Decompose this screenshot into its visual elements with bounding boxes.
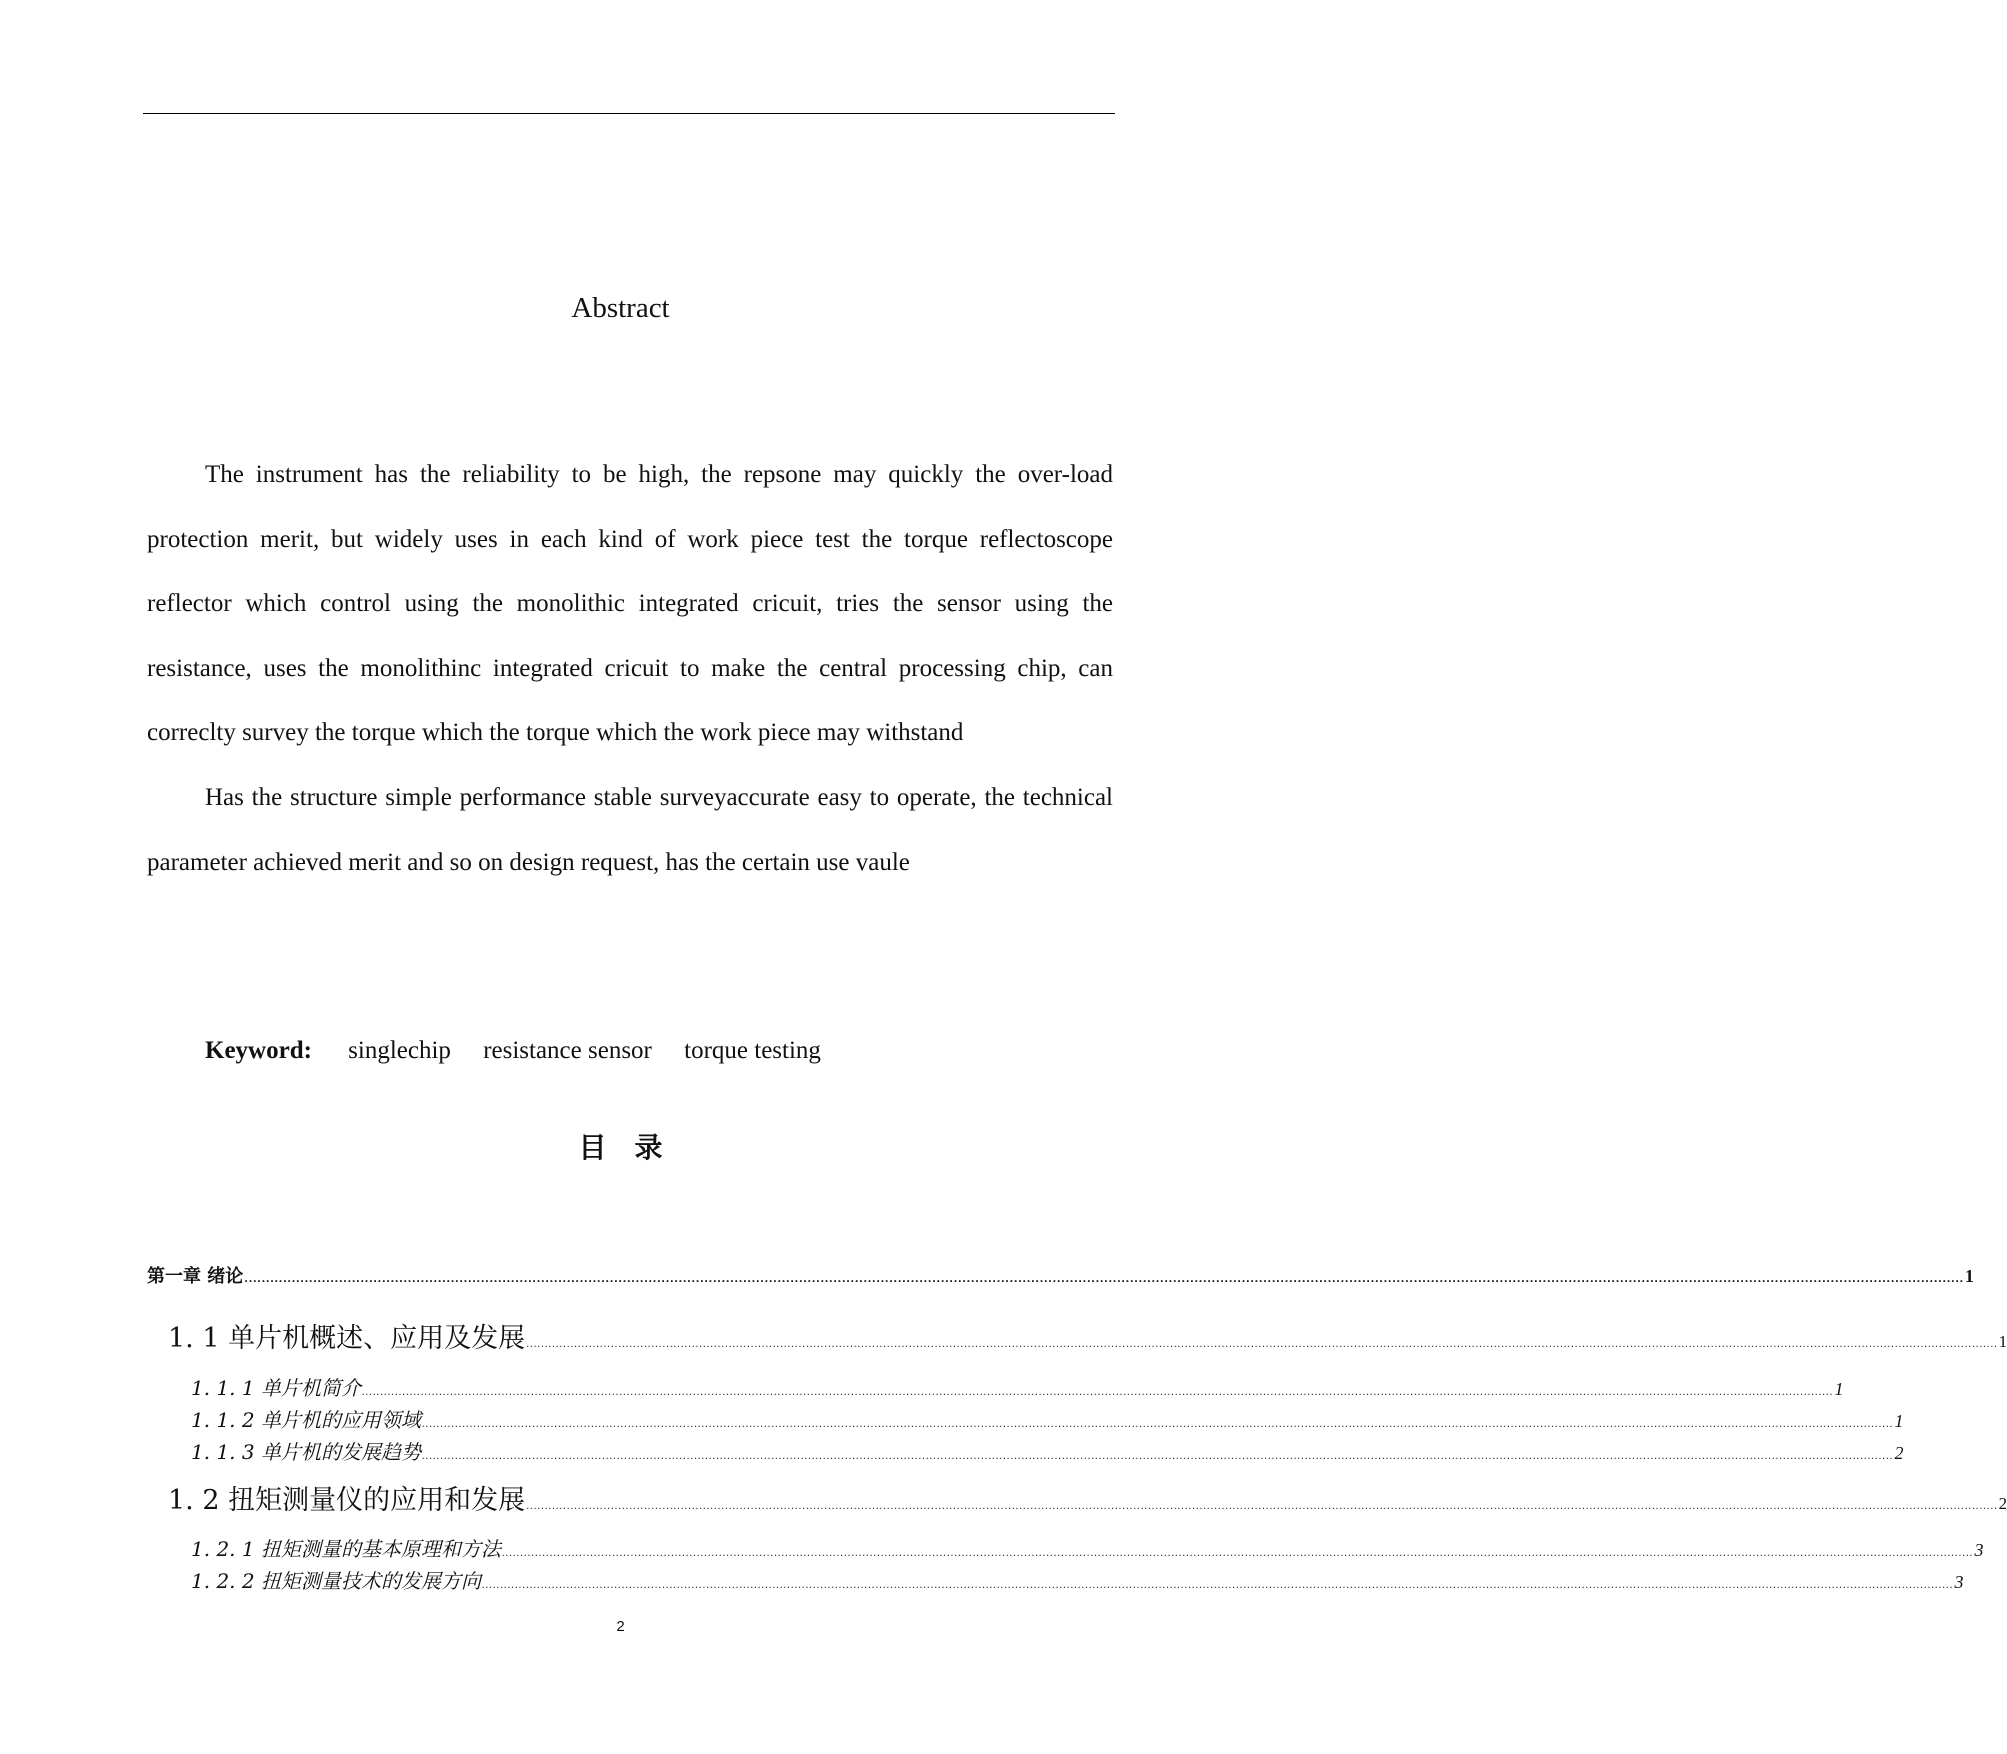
toc-entry-page: 1 xyxy=(1998,1332,2007,1351)
toc-entry-page: 1 xyxy=(1964,1266,1974,1286)
keyword-term: torque testing xyxy=(684,1037,821,1064)
keywords-label: Keyword: xyxy=(205,1037,312,1064)
toc-entry-label: 1. 1. 2 单片机的应用领域 xyxy=(191,1408,421,1432)
toc-leader-dots: ................................................................................................................................................................................................................................................................................................................................................................................................................ xyxy=(244,1274,1964,1285)
keywords-line xyxy=(205,1036,847,1066)
toc-entry-page: 2 xyxy=(1998,1494,2007,1513)
toc-leader-dots: ................................................................................................................................................................................................................................................................................................................................................................................................................ xyxy=(421,1419,1894,1430)
toc-entry[interactable] xyxy=(168,1316,2007,1355)
toc-leader-dots: ................................................................................................................................................................................................................................................................................................................................................................................................................ xyxy=(501,1548,1974,1559)
toc-title: 目录 xyxy=(578,1131,691,1164)
header-rule xyxy=(143,113,1115,114)
keyword-term: singlechip xyxy=(348,1037,451,1064)
toc-entry-label: 1. 2 扭矩测量仪的应用和发展 xyxy=(168,1485,526,1516)
toc-entry-label: 第一章 绪论 xyxy=(147,1266,244,1287)
toc-entry[interactable] xyxy=(191,1533,1984,1562)
toc-leader-dots: ................................................................................................................................................................................................................................................................................................................................................................................................................ xyxy=(526,1501,1998,1512)
toc-leader-dots: ................................................................................................................................................................................................................................................................................................................................................................................................................ xyxy=(361,1387,1834,1398)
toc-entry-label: 1. 2. 1 扭矩测量的基本原理和方法 xyxy=(191,1537,501,1561)
toc-entry-label: 1. 1 单片机概述、应用及发展 xyxy=(168,1323,526,1354)
toc-entry[interactable] xyxy=(191,1565,1964,1594)
toc-entry-page: 1 xyxy=(1834,1379,1844,1399)
abstract-title: Abstract xyxy=(571,292,670,324)
toc-entry[interactable] xyxy=(168,1478,2007,1517)
abstract-paragraph-2: Has the structure simple performance stable surveyaccurate easy to operate, the technical parameter achieved merit and so on design request, has the certain use vaule xyxy=(147,783,1113,876)
toc-entry[interactable] xyxy=(147,1262,1974,1288)
toc-entry-page: 3 xyxy=(1974,1540,1984,1560)
toc-entry-label: 1. 2. 2 扭矩测量技术的发展方向 xyxy=(191,1569,481,1593)
toc-entry-label: 1. 1. 1 单片机简介 xyxy=(191,1376,361,1400)
toc-entry-page: 3 xyxy=(1954,1572,1964,1592)
toc-entry[interactable] xyxy=(191,1404,1904,1433)
toc-entry[interactable] xyxy=(191,1372,1844,1401)
toc-entry-page: 1 xyxy=(1894,1411,1904,1431)
toc-entry-label: 1. 1. 3 单片机的发展趋势 xyxy=(191,1440,421,1464)
toc-entry-page: 2 xyxy=(1894,1443,1904,1463)
toc-entry[interactable] xyxy=(191,1436,1904,1465)
toc-leader-dots: ................................................................................................................................................................................................................................................................................................................................................................................................................ xyxy=(481,1580,1954,1591)
keyword-term: resistance sensor xyxy=(483,1037,652,1064)
abstract-paragraph-1: The instrument has the reliability to be high, the repsone may quickly the over-load protection merit, but widely uses in each kind of work piece test the torque reflectoscope reflector which control using the monolithic integrated cricuit, tries the sensor using the resistance, uses the monolithinc integrated cricuit to make the central processing chip, can correclty survey the torque which the torque which the work piece may withstand xyxy=(147,461,1113,747)
page-number: 2 xyxy=(616,1618,625,1635)
toc-leader-dots: ................................................................................................................................................................................................................................................................................................................................................................................................................ xyxy=(526,1339,1998,1350)
abstract-body xyxy=(147,443,1113,895)
toc-leader-dots: ................................................................................................................................................................................................................................................................................................................................................................................................................ xyxy=(421,1451,1894,1462)
